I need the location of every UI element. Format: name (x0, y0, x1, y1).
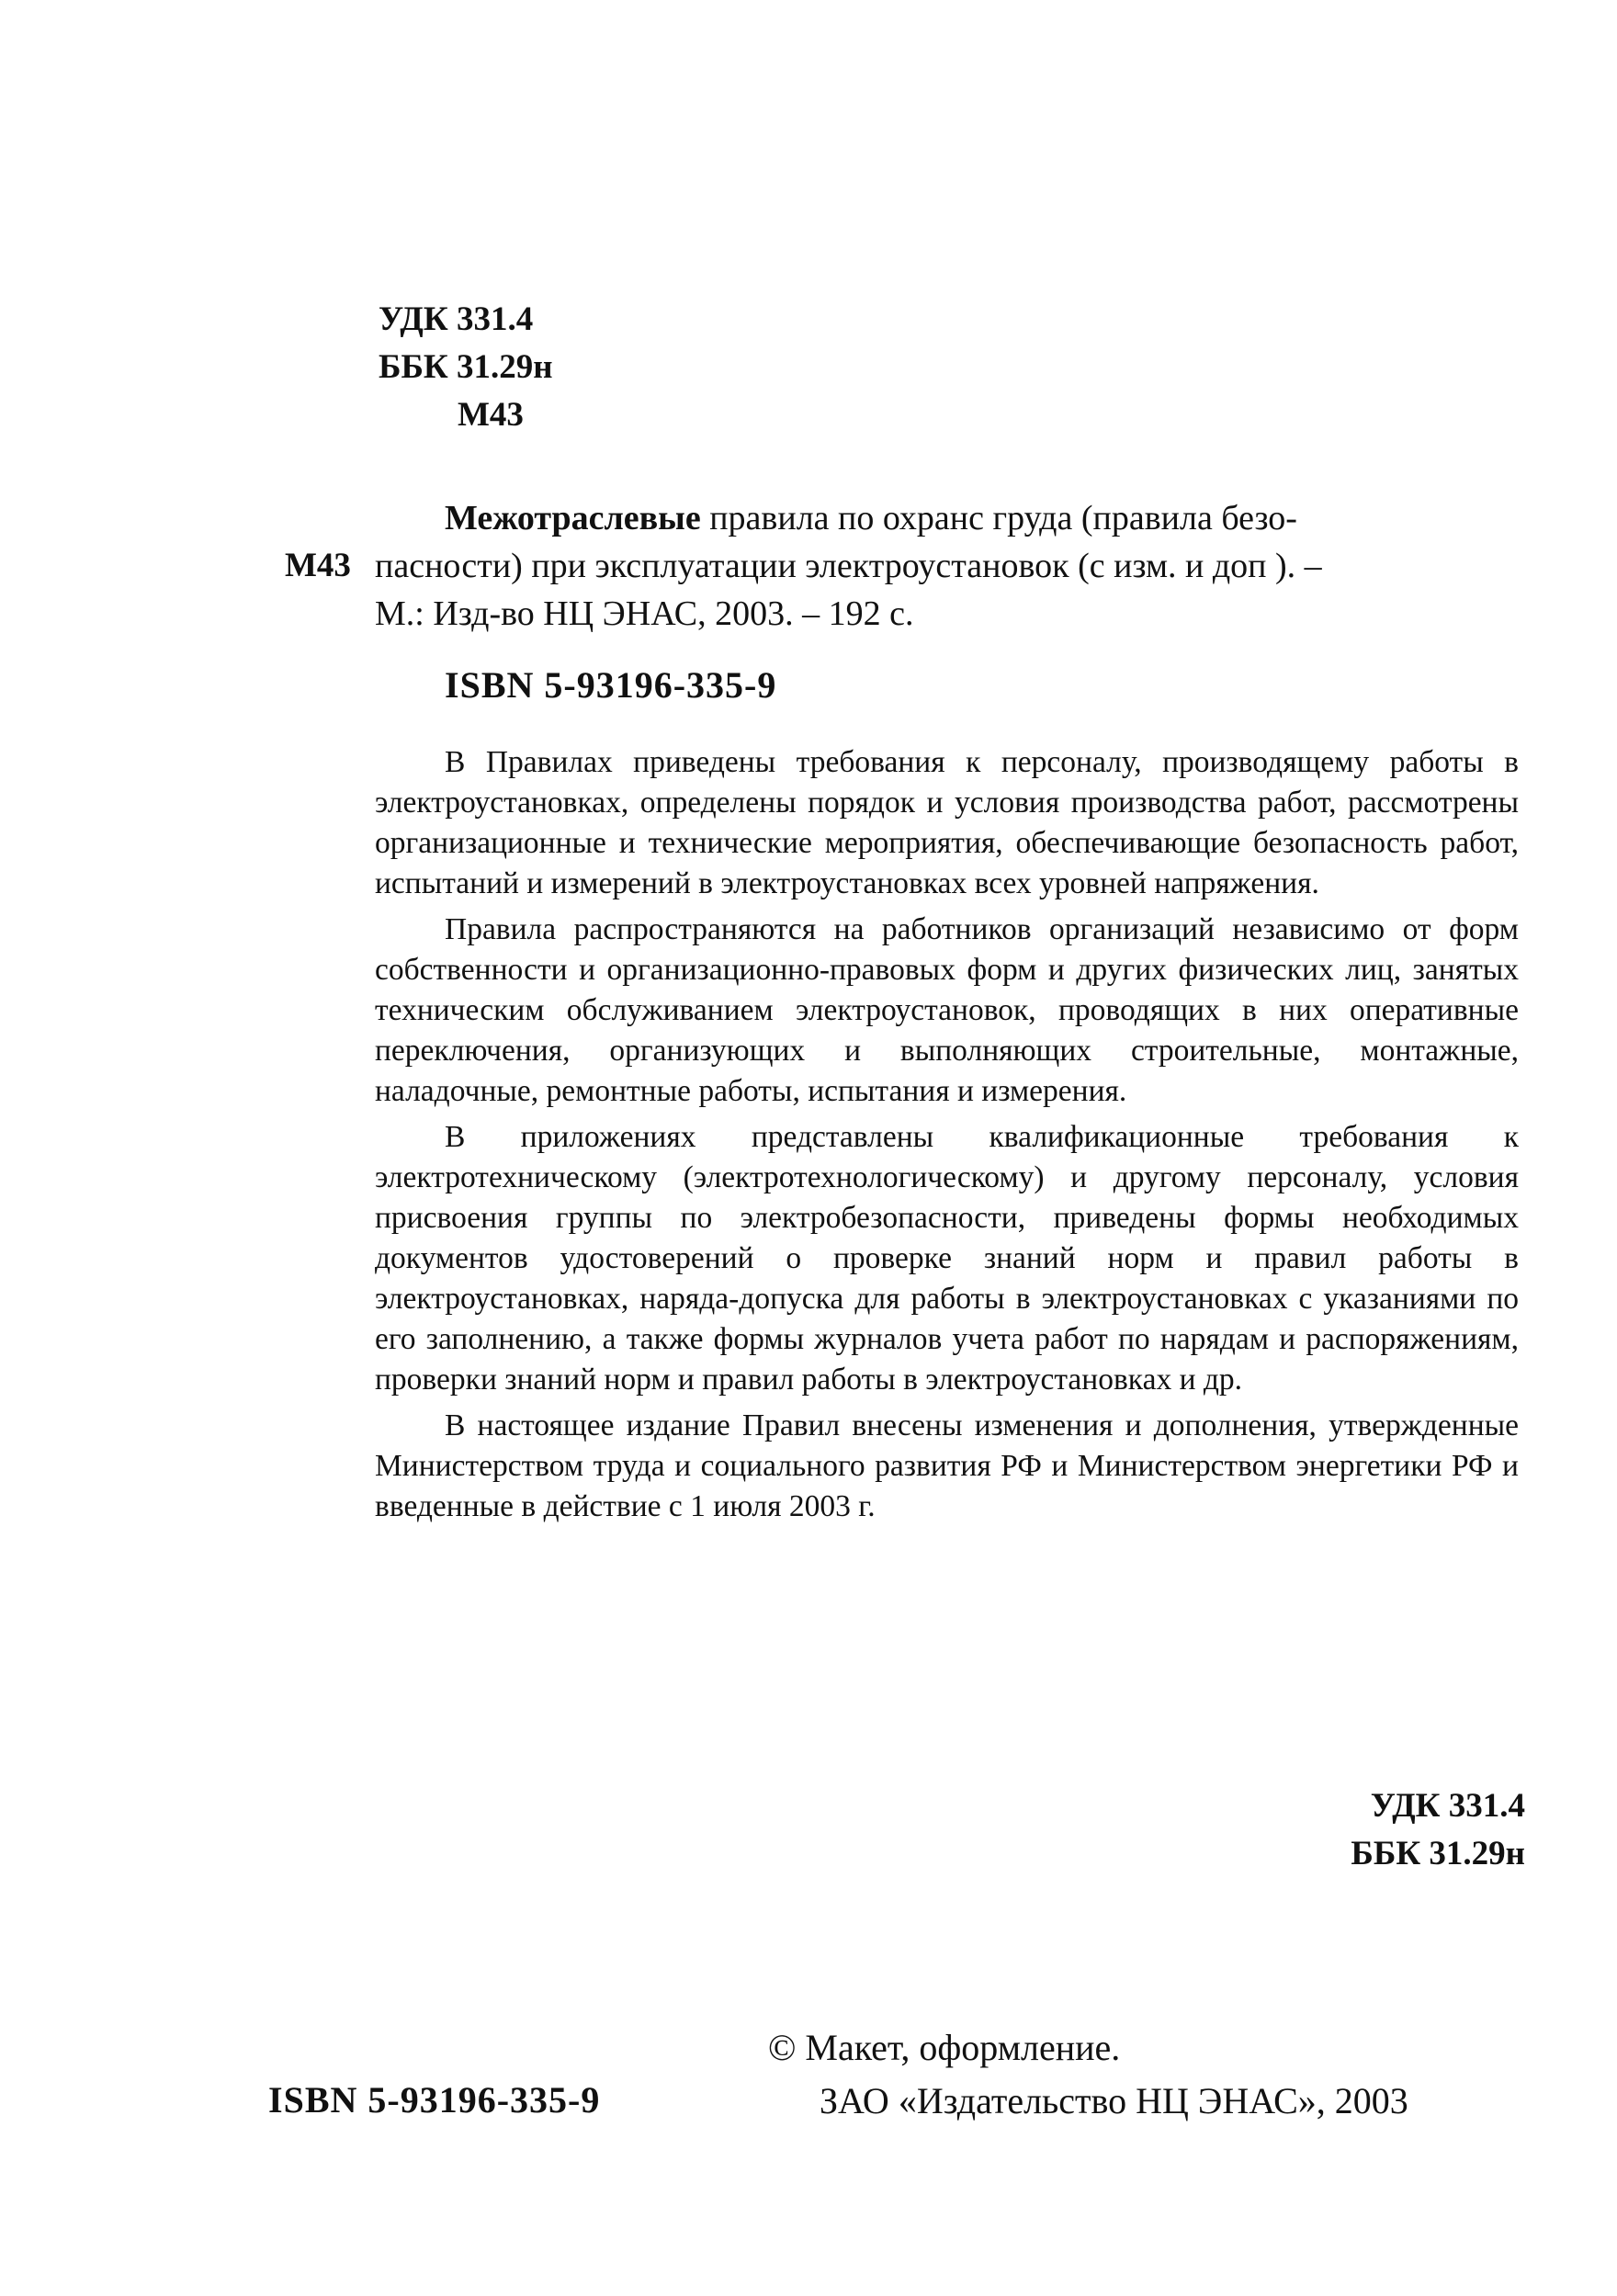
udk-code: УДК 331.4 (379, 300, 534, 338)
biblio-title-rest: правила по охранс груда (правила безо- (700, 499, 1297, 537)
udk-code: УДК 331.4 (1370, 1787, 1525, 1825)
copyright-line-1: © Макет, оформление. (768, 2027, 1121, 2068)
isbn-bottom: ISBN 5-93196-335-9 (268, 2079, 601, 2121)
bibliographic-description (375, 494, 1519, 638)
abstract-paragraph: Правила распространяются на работников организаций независимо от форм собственности и организационно-правовых форм и других физических лиц, занятых техническим обслуживанием электроустановок, проводящих в них оперативные переключения, организующих и выполняющих строительные, монтажные, наладочные, ремонтные работы, испытания и измерения. (375, 912, 1519, 1108)
classification-codes-top (379, 296, 553, 439)
bbk-code: ББК 31.29н (379, 348, 553, 386)
abstract-paragraph: В Правилах приведены требования к персоналу, производящему работы в электроустановках, определены порядок и условия производства работ, рассмотрены организационные и технические мероприятия, обеспечивающие безопасность работ, испытаний и измерений в электроустановках всех уровней напряжения. (375, 745, 1519, 900)
author-mark-side: М43 (285, 547, 351, 584)
biblio-line-1 (375, 494, 1519, 542)
author-mark: М43 (458, 396, 524, 434)
copyright-notice (768, 2021, 1408, 2128)
abstract-paragraph: В настоящее издание Правил внесены изменения и дополнения, утвержденные Министерством труда и социального развития РФ и Министерством энергетики РФ и введенные в действие с 1 июля 2003 г. (375, 1408, 1519, 1523)
bbk-code: ББК 31.29н (1351, 1835, 1525, 1872)
classification-codes-bottom (1194, 1782, 1525, 1878)
biblio-title-bold: Межотраслевые (445, 499, 701, 537)
abstract-paragraph: В приложениях представлены квалификационные требования к электротехническому (электротехнологическому) и другому персоналу, условия присвоения группы по электробезопасности, приведены формы необходимых документов удостоверений о проверке знаний норм и правил работы в электроустановках, наряда-допуска для работы в электроустановках с указаниями по его заполнению, а также формы журналов учета работ по нарядам и распоряжениям, проверки знаний норм и правил работы в электроустановках и др. (375, 1120, 1519, 1397)
biblio-line-2: пасности) при эксплуатации электроустановок (с изм. и доп ). – (375, 547, 1322, 585)
biblio-line-3: М.: Изд-во НЦ ЭНАС, 2003. – 192 с. (375, 594, 914, 633)
copyright-line-2: ЗАО «Издательство НЦ ЭНАС», 2003 (820, 2080, 1408, 2121)
abstract (375, 742, 1519, 1533)
isbn-main: ISBN 5-93196-335-9 (445, 664, 777, 706)
